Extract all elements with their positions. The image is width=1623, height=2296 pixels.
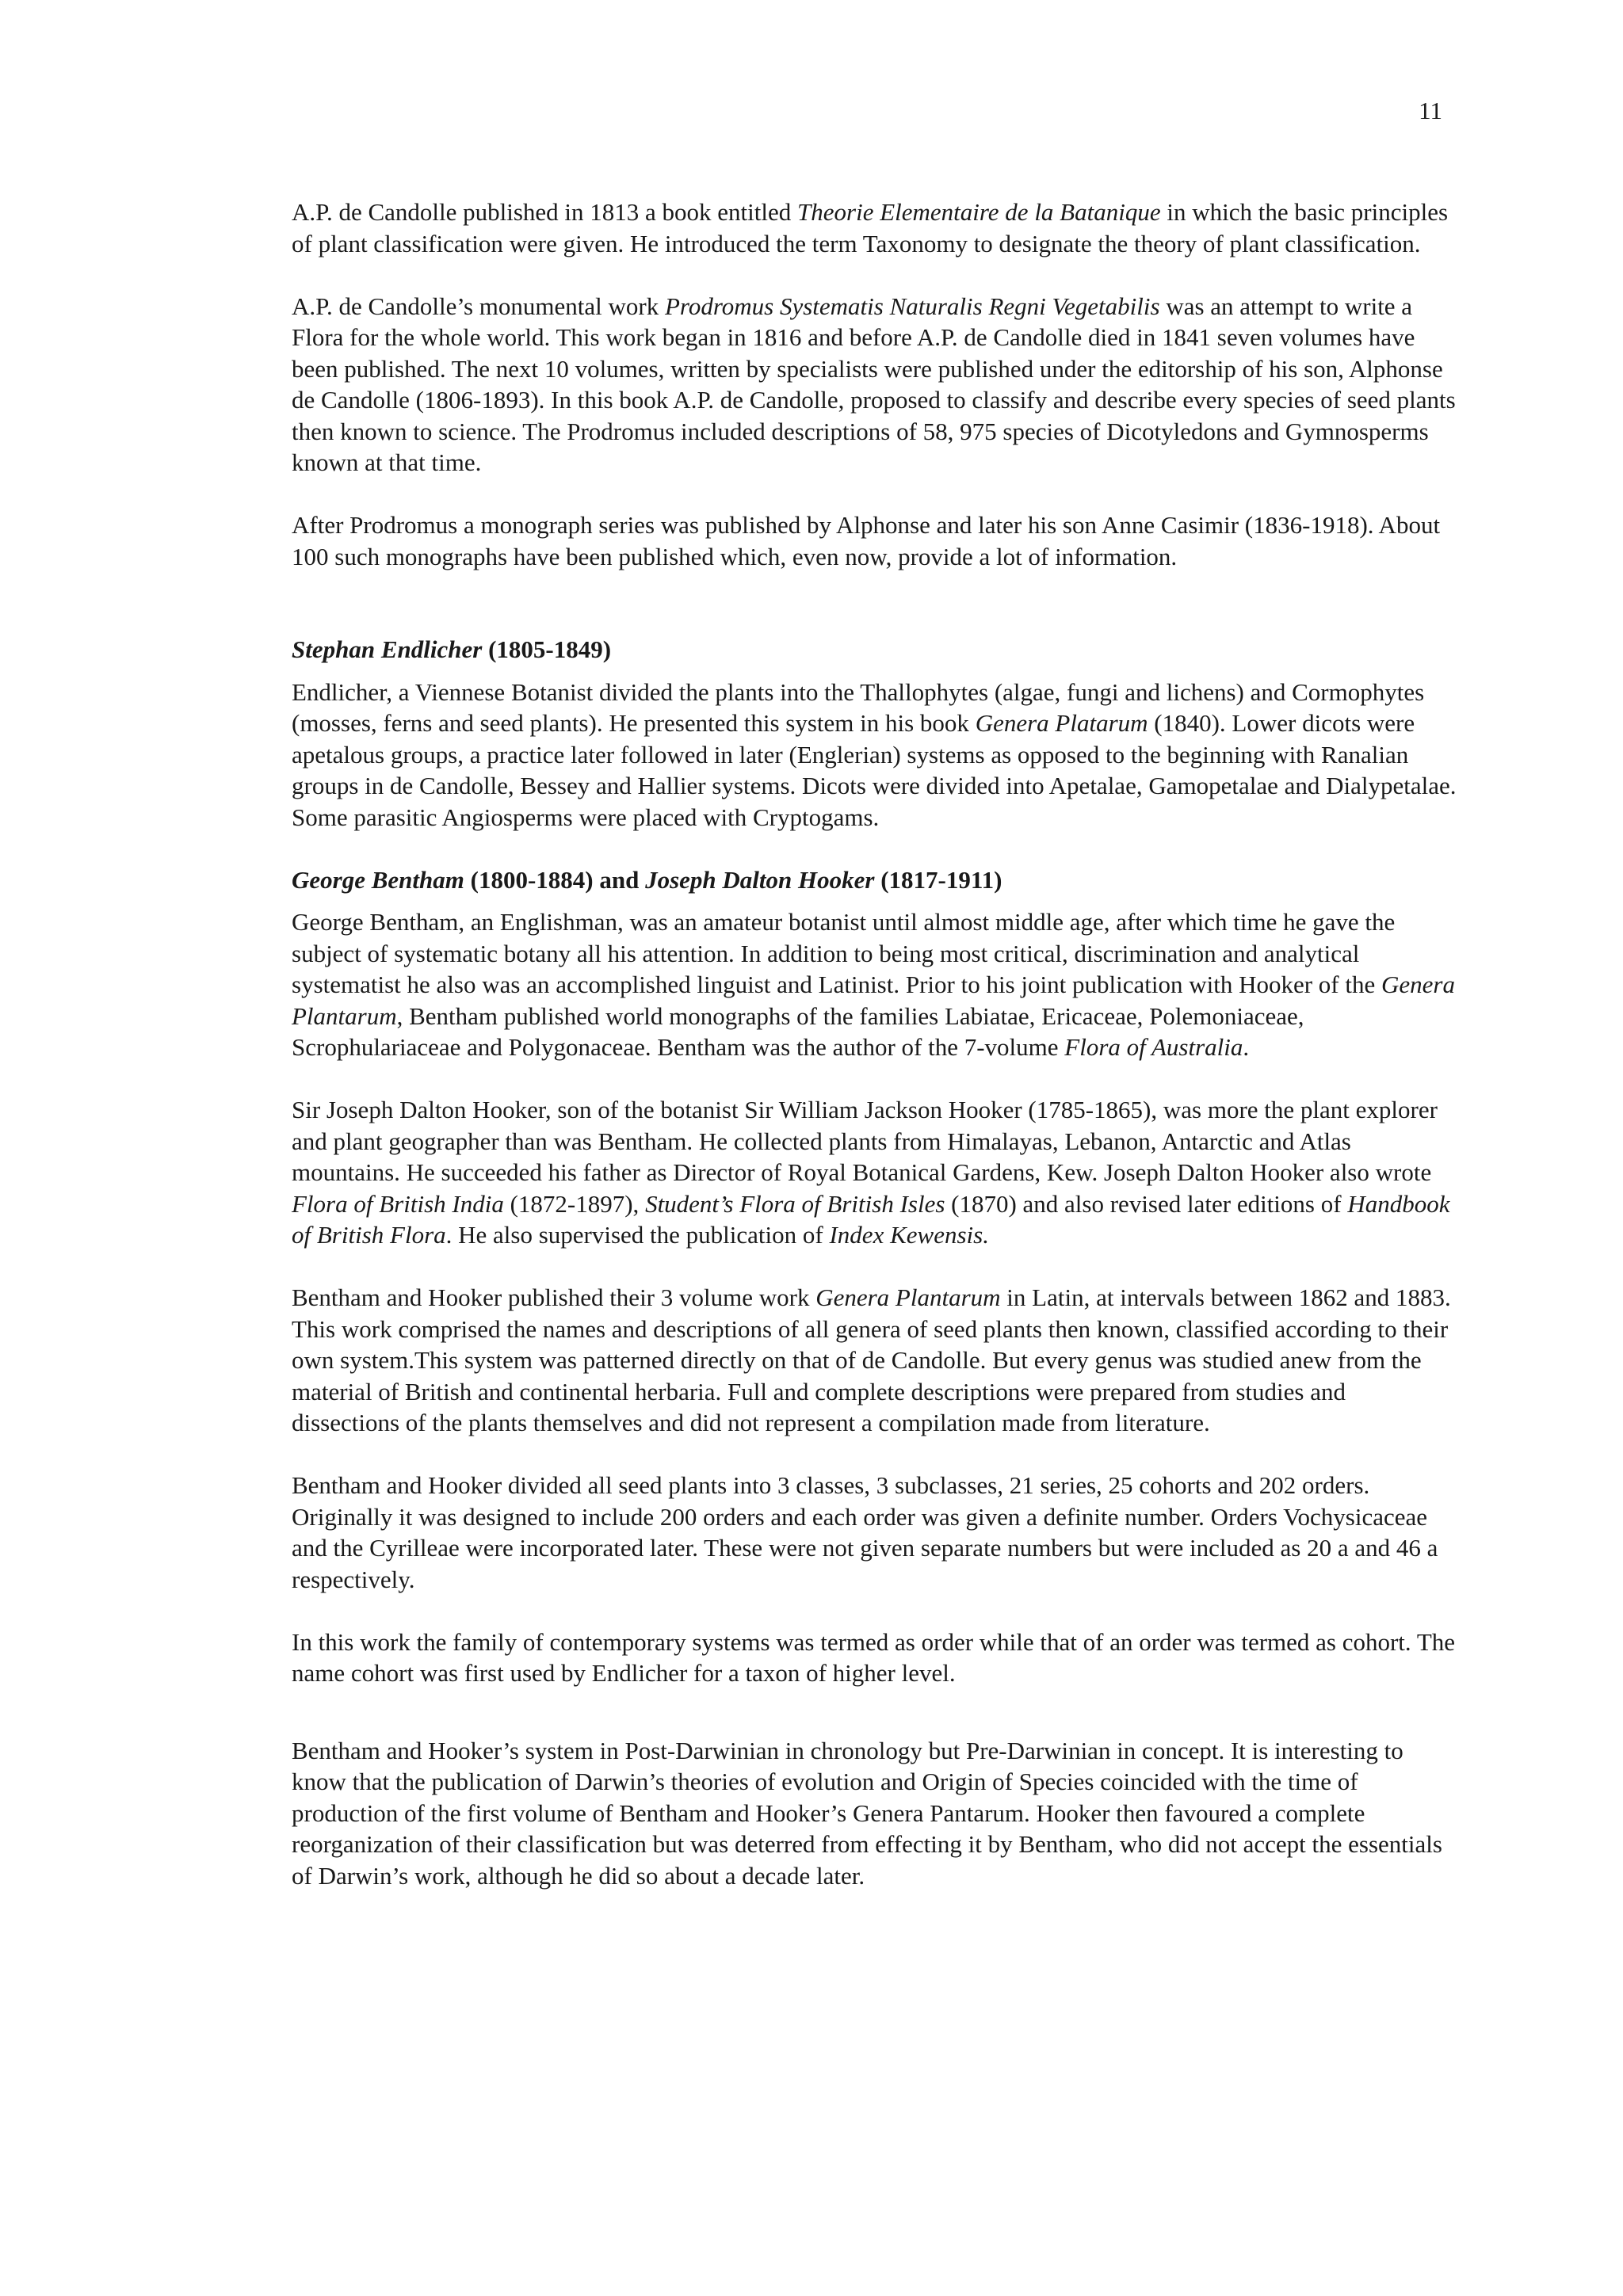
paragraph-bentham [292,906,1457,1063]
book-title: Genera Plantarum [292,971,1455,1030]
text-segment: A.P. de Candolle’s monumental work [292,292,665,320]
text-segment: (1872-1897), [503,1189,646,1218]
author-name: Joseph Dalton Hooker [645,865,875,894]
author-name: Stephan Endlicher [292,635,483,663]
paragraph-genera-plantarum [292,1282,1457,1439]
spacer [292,572,1457,618]
heading-bentham-hooker [292,864,1457,896]
author-dates: (1817-1911) [874,865,1002,894]
text-segment: in which the basic principles of plant classification were given. He introduced the term Taxonomy to designate the theory of plant classification. [292,198,1449,257]
paragraph-endlicher [292,677,1457,833]
page-number: 11 [1419,97,1442,124]
book-title: Theorie Elementaire de la Batanique [797,198,1161,226]
text-segment: in Latin, at intervals between 1862 and 1883. This work comprised the names and descriptions of all genera of seed plants then known, classified according to their own system.This system was patterned directly on that of de Candolle. But every genus was studied anew from the material of British and continental herbaria. Full and complete descriptions were prepared from studies and dissections of the plants themselves and did not represent a compilation made from literature. [292,1283,1451,1436]
spacer [292,1689,1457,1735]
text-segment: (1840). Lower dicots were apetalous groups, a practice later followed in later (Englerian) systems as opposed to the beginning with Ranalian groups in de Candolle, Bessey and Hallier systems. Dicots were divided into Apetalae, Gamopetalae and Dialypetalae. Some parasitic Angiosperms were placed with Cryptogams. [292,709,1457,831]
book-title: Student’s Flora of British Isles [645,1189,945,1218]
book-title: Flora of Australia [1064,1033,1243,1061]
book-title: Prodromus Systematis Naturalis Regni Vegetabilis [664,292,1160,320]
author-name: George Bentham [292,865,464,894]
text-segment: Sir Joseph Dalton Hooker, son of the botanist Sir William Jackson Hooker (1785-1865), was more the plant explorer and plant geographer than was Bentham. He collected plants from Himalayas, Lebanon, Antarctic and Atlas mountains. He succeeded his father as Director of Royal Botanical Gardens, Kew. Joseph Dalton Hooker also wrote [292,1096,1438,1186]
paragraph-candolle-prodromus [292,291,1457,479]
text-segment: . He also supervised the publication of [445,1221,830,1249]
book-title: Genera Platarum [975,709,1148,737]
paragraph-classification-counts: Bentham and Hooker divided all seed plants into 3 classes, 3 subclasses, 21 series, 25 cohorts and 202 orders. Originally it was designed to include 200 orders and each order was given a definite number. Orders Vochysicaceae and the Cyrilleae were incorporated later. These were not given separate numbers but were included as 20 a and 46 a respectively. [292,1471,1438,1593]
paragraph-darwinian: Bentham and Hooker’s system in Post-Darwinian in chronology but Pre-Darwinian in concept. It is interesting to know that the publication of Darwin’s theories of evolution and Origin of Species coincided with the time of production of the first volume of Bentham and Hooker’s Genera Pantarum. Hooker then favoured a complete reorganization of their classification but was deterred from effecting it by Bentham, who did not accept the essentials of Darwin’s work, although he did so about a decade later. [292,1736,1442,1890]
author-dates: (1800-1884) and [464,865,646,894]
book-title: Flora of British India [292,1189,504,1218]
author-dates: (1805-1849) [482,635,612,663]
text-segment: . [1243,1033,1250,1061]
book-title: Genera Plantarum [815,1283,1001,1311]
heading-endlicher [292,634,1457,666]
book-title: Index Kewensis. [829,1221,989,1249]
book-title: Handbook of British Flora [292,1189,1450,1249]
paragraph-hooker [292,1094,1457,1251]
paragraph-monograph-series: After Prodromus a monograph series was published by Alphonse and later his son Anne Casimir (1836-1918). About 100 such monographs have been published which, even now, provide a lot of information. [292,511,1441,570]
spacer [292,618,1457,634]
text-segment: , Bentham published world monographs of the families Labiatae, Ericaceae, Polemoniaceae, Scrophulariaceae and Polygonaceae. Bentham was the author of the 7-volume [292,1001,1304,1061]
text-segment: Endlicher, a Viennese Botanist divided the plants into the Thallophytes (algae, fungi and lichens) and Cormophytes (mosses, ferns and seed plants). He presented this system in his book [292,677,1425,737]
text-segment: (1870) and also revised later editions of [945,1189,1348,1218]
text-segment: Bentham and Hooker published their 3 volume work [292,1283,816,1311]
text-segment: was an attempt to write a Flora for the whole world. This work began in 1816 and before A.P. de Candolle died in 1841 seven volumes have been published. The next 10 volumes, written by specialists were published under the editorship of his son, Alphonse de Candolle (1806-1893). In this book A.P. de Candolle, proposed to classify and describe every species of seed plants then known to science. The Prodromus included descriptions of 58, 975 species of Dicotyledons and Gymnosperms known at that time. [292,292,1456,476]
text-segment: George Bentham, an Englishman, was an amateur botanist until almost middle age, after which time he gave the subject of systematic botany all his attention. In addition to being most critical, discrimination and analytical systematist he also was an accomplished linguist and Latinist. Prior to his joint publication with Hooker of the [292,908,1396,998]
page-body [292,196,1457,1891]
text-segment: A.P. de Candolle published in 1813 a book entitled [292,198,798,226]
paragraph-order-cohort: In this work the family of contemporary systems was termed as order while that of an order was termed as cohort. The name cohort was first used by Endlicher for a taxon of higher level. [292,1627,1456,1687]
paragraph-candolle-theorie [292,196,1457,259]
